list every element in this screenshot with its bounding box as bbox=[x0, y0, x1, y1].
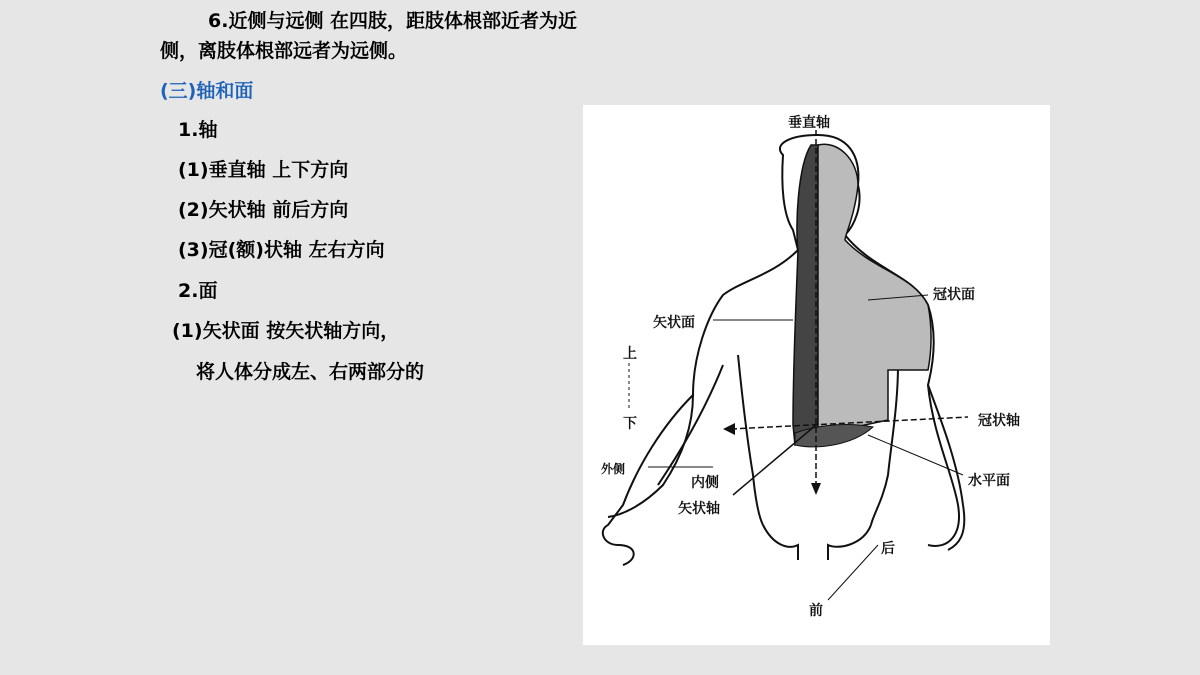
plane-item-sagittal-cont: 将人体分成左、右两部分的 bbox=[196, 361, 425, 383]
label-coronal-axis: 冠状轴 bbox=[978, 413, 1020, 429]
sagittal-plane-shaded bbox=[793, 145, 818, 445]
axis-heading: 1.轴 bbox=[178, 119, 218, 141]
label-sagittal-plane: 矢状面 bbox=[653, 315, 695, 331]
label-coronal-plane: 冠状面 bbox=[933, 287, 975, 303]
section-heading-axes-planes: (三)轴和面 bbox=[160, 80, 254, 102]
label-sagittal-axis: 矢状轴 bbox=[678, 501, 720, 517]
label-lateral: 外侧 bbox=[601, 462, 626, 476]
text-line-proximal-distal: 6.近侧与远侧 在四肢，距肢体根部近者为近 bbox=[208, 10, 578, 32]
coronal-axis-arrow bbox=[723, 423, 735, 435]
label-down: 下 bbox=[623, 416, 637, 432]
label-vertical-axis: 垂直轴 bbox=[788, 115, 830, 131]
sagittal-axis-line bbox=[733, 425, 816, 495]
body-axes-diagram bbox=[583, 105, 1050, 645]
vertical-axis-arrow bbox=[811, 483, 821, 495]
label-medial: 内侧 bbox=[691, 475, 719, 491]
label-front: 前 bbox=[809, 603, 823, 619]
axis-item-sagittal: (2)矢状轴 前后方向 bbox=[178, 199, 349, 221]
legs-outline bbox=[763, 525, 871, 560]
axis-item-coronal: (3)冠(额)状轴 左右方向 bbox=[178, 239, 385, 261]
label-back: 后 bbox=[881, 541, 895, 557]
torso-outline bbox=[608, 235, 964, 550]
label-horizontal-plane: 水平面 bbox=[968, 473, 1010, 489]
plane-item-sagittal: (1)矢状面 按矢状轴方向， bbox=[172, 320, 400, 342]
label-up: 上 bbox=[623, 346, 637, 362]
plane-heading: 2.面 bbox=[178, 280, 218, 302]
axis-item-vertical: (1)垂直轴 上下方向 bbox=[178, 159, 349, 181]
leader-front-back bbox=[828, 545, 878, 600]
anatomy-figure bbox=[583, 105, 1050, 645]
text-line-proximal-distal-cont: 侧，离肢体根部远者为远侧。 bbox=[160, 40, 408, 62]
coronal-plane-hatched bbox=[818, 144, 931, 435]
